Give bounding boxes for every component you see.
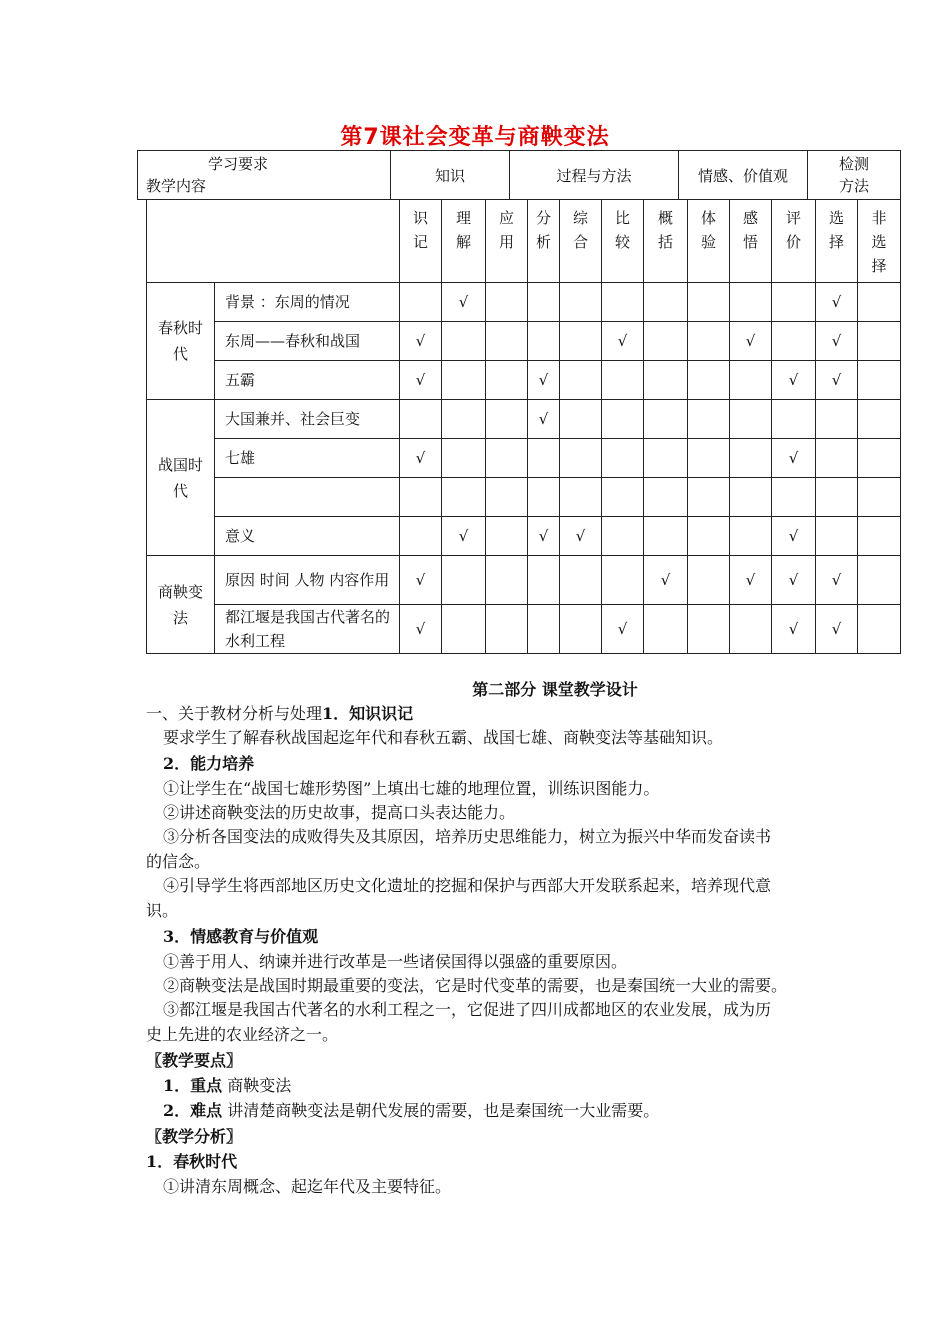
- check-cell: [400, 478, 442, 517]
- check-cell: [688, 283, 730, 322]
- check-cell: [816, 605, 858, 654]
- corner-top-label: 学习要求: [208, 155, 269, 173]
- table-row: [147, 361, 901, 400]
- check-mark: √: [538, 410, 549, 428]
- column-header-4: 综 合: [560, 200, 602, 283]
- check-cell: [730, 283, 772, 322]
- requirements-header-table: [137, 150, 901, 200]
- column-header-10: 选 择: [816, 200, 858, 283]
- check-mark: √: [415, 620, 426, 638]
- check-cell: [486, 556, 528, 605]
- check-cell: [858, 517, 901, 556]
- analysis-heading: 〖教学分析〗: [146, 1127, 243, 1146]
- check-mark: √: [788, 620, 799, 638]
- corner-bottom-label: 教学内容: [146, 177, 207, 195]
- knowledge-heading: 1．知识识记: [322, 704, 414, 723]
- page-title: 第7课社会变革与商鞅变法: [340, 125, 610, 150]
- topic-cell: 七雄: [215, 439, 400, 478]
- check-mark: √: [831, 371, 842, 389]
- topic-cell: 原因 时间 人物 内容作用: [215, 556, 400, 605]
- emotion-item-3-line2: 史上先进的农业经济之一。: [146, 1025, 339, 1044]
- blank-header-cell: [147, 200, 400, 283]
- check-mark: √: [415, 371, 426, 389]
- check-cell: [688, 517, 730, 556]
- check-cell: [486, 439, 528, 478]
- check-cell: [858, 283, 901, 322]
- check-cell: [486, 517, 528, 556]
- check-cell: [644, 517, 688, 556]
- check-cell: [688, 556, 730, 605]
- emotion-item-3-line1: ③都江堰是我国古代著名的水利工程之一，它促进了四川成都地区的农业发展，成为历: [163, 1000, 772, 1019]
- check-cell: [644, 439, 688, 478]
- check-cell: [400, 439, 442, 478]
- check-mark: √: [415, 571, 426, 589]
- check-mark: √: [745, 571, 756, 589]
- check-cell: [816, 361, 858, 400]
- check-cell: [560, 439, 602, 478]
- check-cell: [644, 478, 688, 517]
- check-cell: [730, 478, 772, 517]
- check-cell: [688, 605, 730, 654]
- check-cell: [644, 322, 688, 361]
- check-cell: [772, 517, 816, 556]
- check-cell: [688, 322, 730, 361]
- column-header-6: 概 括: [644, 200, 688, 283]
- check-cell: [528, 400, 560, 439]
- check-cell: [486, 361, 528, 400]
- category-cell: 商鞅变 法: [147, 556, 215, 654]
- check-cell: [772, 605, 816, 654]
- emotion-heading: 3．情感教育与价值观: [163, 927, 319, 946]
- section1-line: [146, 702, 413, 726]
- check-cell: [602, 400, 644, 439]
- check-cell: [858, 439, 901, 478]
- table-row: [147, 605, 901, 654]
- check-cell: [816, 322, 858, 361]
- check-cell: [486, 400, 528, 439]
- check-cell: [486, 322, 528, 361]
- check-cell: [688, 439, 730, 478]
- check-cell: [602, 439, 644, 478]
- check-mark: √: [831, 571, 842, 589]
- check-cell: [644, 361, 688, 400]
- column-header-9: 评 价: [772, 200, 816, 283]
- check-cell: [442, 283, 486, 322]
- check-mark: √: [788, 371, 799, 389]
- column-header-0: 识 记: [400, 200, 442, 283]
- check-cell: [644, 556, 688, 605]
- check-cell: [602, 361, 644, 400]
- check-mark: √: [458, 293, 469, 311]
- column-header-5: 比 较: [602, 200, 644, 283]
- emotion-value-header: 情感、价值观: [679, 151, 808, 200]
- check-cell: [858, 478, 901, 517]
- column-header-2: 应 用: [486, 200, 528, 283]
- check-cell: [772, 439, 816, 478]
- check-cell: [772, 283, 816, 322]
- check-mark: √: [617, 332, 628, 350]
- check-cell: [486, 478, 528, 517]
- check-mark: √: [831, 332, 842, 350]
- column-header-row: [147, 200, 901, 283]
- check-mark: √: [415, 332, 426, 350]
- check-cell: [528, 605, 560, 654]
- check-cell: [772, 478, 816, 517]
- ability-item-3-line1: ③分析各国变法的成败得失及其原因，培养历史思维能力，树立为振兴中华而发奋读书: [163, 827, 772, 846]
- check-cell: [400, 556, 442, 605]
- check-cell: [772, 400, 816, 439]
- check-cell: [486, 605, 528, 654]
- ability-item-1: ①让学生在“战国七雄形势图”上填出七雄的地理位置，训练识图能力。: [163, 779, 660, 798]
- check-cell: [560, 556, 602, 605]
- emotion-item-2: ②商鞅变法是战国时期最重要的变法，它是时代变革的需要，也是秦国统一大业的需要。: [163, 976, 788, 995]
- check-cell: [644, 283, 688, 322]
- check-mark: √: [617, 620, 628, 638]
- ability-heading: 2．能力培养: [163, 754, 255, 773]
- check-cell: [858, 361, 901, 400]
- check-cell: [442, 400, 486, 439]
- key-point-2: 2．难点 讲清楚商鞅变法是朝代发展的需要，也是秦国统一大业需要。: [163, 1101, 660, 1120]
- check-cell: [730, 439, 772, 478]
- check-cell: [528, 556, 560, 605]
- check-cell: [730, 322, 772, 361]
- check-cell: [858, 556, 901, 605]
- check-mark: √: [788, 527, 799, 545]
- check-cell: [602, 556, 644, 605]
- check-cell: [644, 400, 688, 439]
- check-cell: [528, 517, 560, 556]
- check-mark: √: [660, 571, 671, 589]
- topic-cell: 背景 ：东周的情况: [215, 283, 400, 322]
- check-cell: [602, 517, 644, 556]
- check-cell: [442, 439, 486, 478]
- check-mark: √: [458, 527, 469, 545]
- check-cell: [400, 361, 442, 400]
- check-cell: [688, 400, 730, 439]
- column-header-3: 分 析: [528, 200, 560, 283]
- topic-cell: 大国兼并、社会巨变: [215, 400, 400, 439]
- ability-item-4-line2: 识。: [146, 901, 179, 920]
- check-mark: √: [538, 527, 549, 545]
- check-cell: [602, 283, 644, 322]
- column-header-11: 非 选 择: [858, 200, 901, 283]
- column-header-1: 理 解: [442, 200, 486, 283]
- test-method-header: 检测 方法: [808, 151, 901, 200]
- check-cell: [560, 361, 602, 400]
- check-cell: [400, 283, 442, 322]
- column-header-8: 感 悟: [730, 200, 772, 283]
- check-cell: [528, 478, 560, 517]
- check-cell: [772, 556, 816, 605]
- table-row: [147, 283, 901, 322]
- check-cell: [400, 322, 442, 361]
- analysis-item-1-heading: 1．春秋时代: [146, 1152, 238, 1171]
- check-mark: √: [788, 571, 799, 589]
- check-cell: [560, 478, 602, 517]
- check-cell: [528, 322, 560, 361]
- check-cell: [442, 556, 486, 605]
- knowledge-header: 知识: [391, 151, 510, 200]
- check-cell: [772, 361, 816, 400]
- topic-cell: 东周——春秋和战国: [215, 322, 400, 361]
- ability-item-2: ②讲述商鞅变法的历史故事，提高口头表达能力。: [163, 803, 516, 822]
- check-cell: [560, 517, 602, 556]
- key-point-1: 1．重点 商鞅变法: [163, 1076, 292, 1095]
- ability-item-3-line2: 的信念。: [146, 852, 211, 871]
- check-mark: √: [788, 449, 799, 467]
- key-points-heading: 〖教学要点〗: [146, 1051, 243, 1070]
- check-cell: [442, 322, 486, 361]
- check-mark: √: [538, 371, 549, 389]
- category-cell: 战国时 代: [147, 400, 215, 556]
- check-cell: [816, 556, 858, 605]
- check-cell: [560, 605, 602, 654]
- check-mark: √: [831, 620, 842, 638]
- check-cell: [528, 439, 560, 478]
- check-cell: [858, 400, 901, 439]
- corner-cell: [138, 151, 391, 200]
- category-cell: 春秋时 代: [147, 283, 215, 400]
- check-cell: [400, 517, 442, 556]
- check-cell: [730, 605, 772, 654]
- table-row: [147, 556, 901, 605]
- knowledge-paragraph: 要求学生了解春秋战国起迄年代和春秋五霸、战国七雄、商鞅变法等基础知识。: [163, 728, 724, 747]
- check-cell: [688, 361, 730, 400]
- check-cell: [560, 283, 602, 322]
- check-cell: [816, 283, 858, 322]
- check-cell: [400, 400, 442, 439]
- part2-heading: 第二部分 课堂教学设计: [472, 680, 638, 699]
- check-cell: [602, 322, 644, 361]
- check-cell: [400, 605, 442, 654]
- check-cell: [442, 361, 486, 400]
- check-cell: [816, 517, 858, 556]
- check-cell: [442, 517, 486, 556]
- check-cell: [816, 478, 858, 517]
- check-cell: [858, 605, 901, 654]
- check-mark: √: [745, 332, 756, 350]
- check-cell: [730, 361, 772, 400]
- topic-cell: [215, 478, 400, 517]
- process-method-header: 过程与方法: [510, 151, 679, 200]
- check-cell: [730, 400, 772, 439]
- content-matrix-table: [146, 199, 901, 654]
- column-header-7: 体 验: [688, 200, 730, 283]
- check-cell: [602, 478, 644, 517]
- check-cell: [858, 322, 901, 361]
- check-cell: [772, 322, 816, 361]
- table-row: [147, 322, 901, 361]
- check-cell: [528, 283, 560, 322]
- ability-item-4-line1: ④引导学生将西部地区历史文化遗址的挖掘和保护与西部大开发联系起来，培养现代意: [163, 876, 772, 895]
- table-row: [147, 517, 901, 556]
- table-row: [147, 400, 901, 439]
- check-cell: [602, 605, 644, 654]
- topic-cell: 五霸: [215, 361, 400, 400]
- topic-cell: 意义: [215, 517, 400, 556]
- check-cell: [730, 517, 772, 556]
- topic-cell: 都江堰是我国古代著名的水利工程: [215, 605, 400, 654]
- check-cell: [560, 400, 602, 439]
- check-mark: √: [415, 449, 426, 467]
- section1-prefix: 一、关于教材分析与处理: [146, 704, 323, 723]
- emotion-item-1: ①善于用人、纳谏并进行改革是一些诸侯国得以强盛的重要原因。: [163, 952, 628, 971]
- table-row: [147, 439, 901, 478]
- analysis-item-1-text: ①讲清东周概念、起迄年代及主要特征。: [163, 1177, 452, 1196]
- check-cell: [816, 439, 858, 478]
- check-cell: [442, 478, 486, 517]
- check-cell: [688, 478, 730, 517]
- check-cell: [816, 400, 858, 439]
- check-mark: √: [831, 293, 842, 311]
- check-cell: [486, 283, 528, 322]
- check-cell: [560, 322, 602, 361]
- check-cell: [644, 605, 688, 654]
- check-cell: [528, 361, 560, 400]
- check-mark: √: [575, 527, 586, 545]
- table-row: [147, 478, 901, 517]
- check-cell: [442, 605, 486, 654]
- check-cell: [730, 556, 772, 605]
